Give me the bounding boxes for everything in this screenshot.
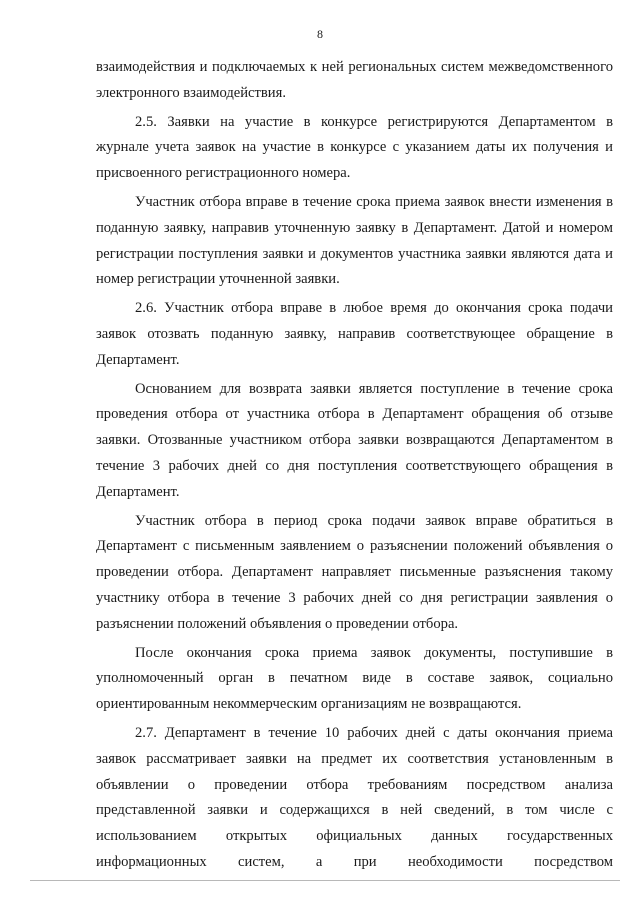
paragraph-2-7: 2.7. Департамент в течение 10 рабочих дней с даты окончания приема заявок рассматривает заявки на предмет их соответствия установленным в объявлении о проведении отбора требованиям посредством анализа представленной заявки и содержащихся в ней сведений, в том числе с использованием открытых официальных данных государственных информационных систем, а при необходимости посредством <box>96 724 613 870</box>
document-body <box>96 55 613 876</box>
paragraph-2-5: 2.5. Заявки на участие в конкурсе регистрируются Департаментом в журнале учета заявок на участие в конкурсе с указанием даты их получения и присвоенного регистрационного номера. <box>96 113 613 182</box>
paragraph-clarification-request: Участник отбора в период срока подачи заявок вправе обратиться в Департамент с письменным заявлением о разъяснении положений объявления о проведении отбора. Департамент направляет письменные разъяснения такому участнику отбора в течение 3 рабочих дней со дня регистрации заявления о разъяснении положений объявления о проведении отбора. <box>96 512 613 632</box>
paragraph-continuation: взаимодействия и подключаемых к ней региональных систем межведомственного электронного взаимодействия. <box>96 59 613 101</box>
paragraph-documents-not-returned: После окончания срока приема заявок документы, поступившие в уполномоченный орган в печатном виде в составе заявок, социально ориентированным некоммерческим организациям не возвращаются. <box>96 644 613 713</box>
footer-divider <box>30 880 620 881</box>
page-number: 8 <box>317 27 323 41</box>
paragraph-2-6: 2.6. Участник отбора вправе в любое время до окончания срока подачи заявок отозвать поданную заявку, направив соответствующее обращение в Департамент. <box>96 300 613 368</box>
paragraph-clarified-application: Участник отбора вправе в течение срока приема заявок внести изменения в поданную заявку, направив уточненную заявку в Департамент. Датой и номером регистрации поступления заявки и документов участника заявки являются дата и номер регистрации уточненной заявки. <box>96 193 613 288</box>
paragraph-withdrawal-grounds: Основанием для возврата заявки является поступление в течение срока проведения отбора от участника отбора в Департамент обращения об отзыве заявки. Отозванные участником отбора заявки возвращаются Департаментом в течение 3 рабочих дней со дня поступления соответствующего обращения в Департамент. <box>96 380 613 500</box>
